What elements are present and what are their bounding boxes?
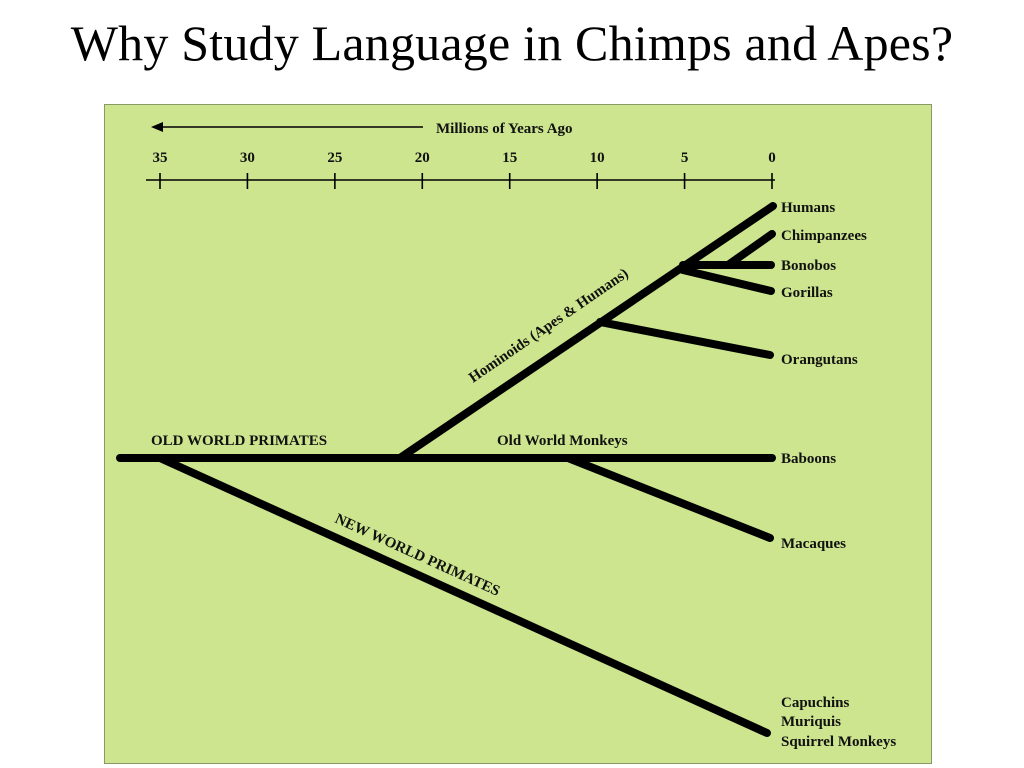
species-squirrel-monkeys: Squirrel Monkeys: [781, 734, 897, 750]
old-world-monkeys-label: Old World Monkeys: [497, 433, 628, 449]
timeline-label: Millions of Years Ago: [436, 121, 573, 137]
species-orangutans: Orangutans: [781, 352, 858, 368]
orangutans-branch: [600, 322, 770, 355]
timeline-tick-label: 20: [414, 150, 430, 166]
timeline-tick-label: 30: [239, 150, 255, 166]
timeline-tick-label: 25: [327, 150, 343, 166]
species-muriquis: Muriquis: [781, 714, 842, 730]
branches: [120, 206, 773, 733]
species-humans: Humans: [781, 200, 836, 216]
timeline-tick-label: 0: [768, 150, 776, 166]
old-world-primates-label: OLD WORLD PRIMATES: [151, 433, 328, 449]
gorillas-branch: [683, 270, 771, 291]
timeline-ticks: [153, 150, 776, 189]
species-chimpanzees: Chimpanzees: [781, 228, 867, 244]
phylogeny-svg: [105, 105, 931, 763]
species-capuchins: Capuchins: [781, 695, 850, 711]
timeline-tick-label: 5: [680, 150, 689, 166]
timeline: [146, 121, 776, 189]
species-bonobos: Bonobos: [781, 258, 837, 274]
hominoids-branch: [400, 206, 773, 458]
species-macaques: Macaques: [781, 536, 846, 552]
left-arrow-icon: [151, 122, 163, 132]
new-world-primates-label: NEW WORLD PRIMATES: [332, 511, 503, 600]
timeline-tick-label: 35: [152, 150, 168, 166]
macaques-branch: [568, 458, 770, 538]
hominoids-label: Hominoids (Apes & Humans): [466, 265, 632, 387]
timeline-tick-label: 15: [502, 150, 518, 166]
chimpanzees-branch: [728, 234, 772, 265]
primate-phylogeny-diagram: [104, 104, 932, 764]
species-baboons: Baboons: [781, 451, 837, 467]
species-gorillas: Gorillas: [781, 285, 833, 301]
timeline-tick-label: 10: [589, 150, 605, 166]
slide-title: Why Study Language in Chimps and Apes?: [70, 15, 954, 71]
